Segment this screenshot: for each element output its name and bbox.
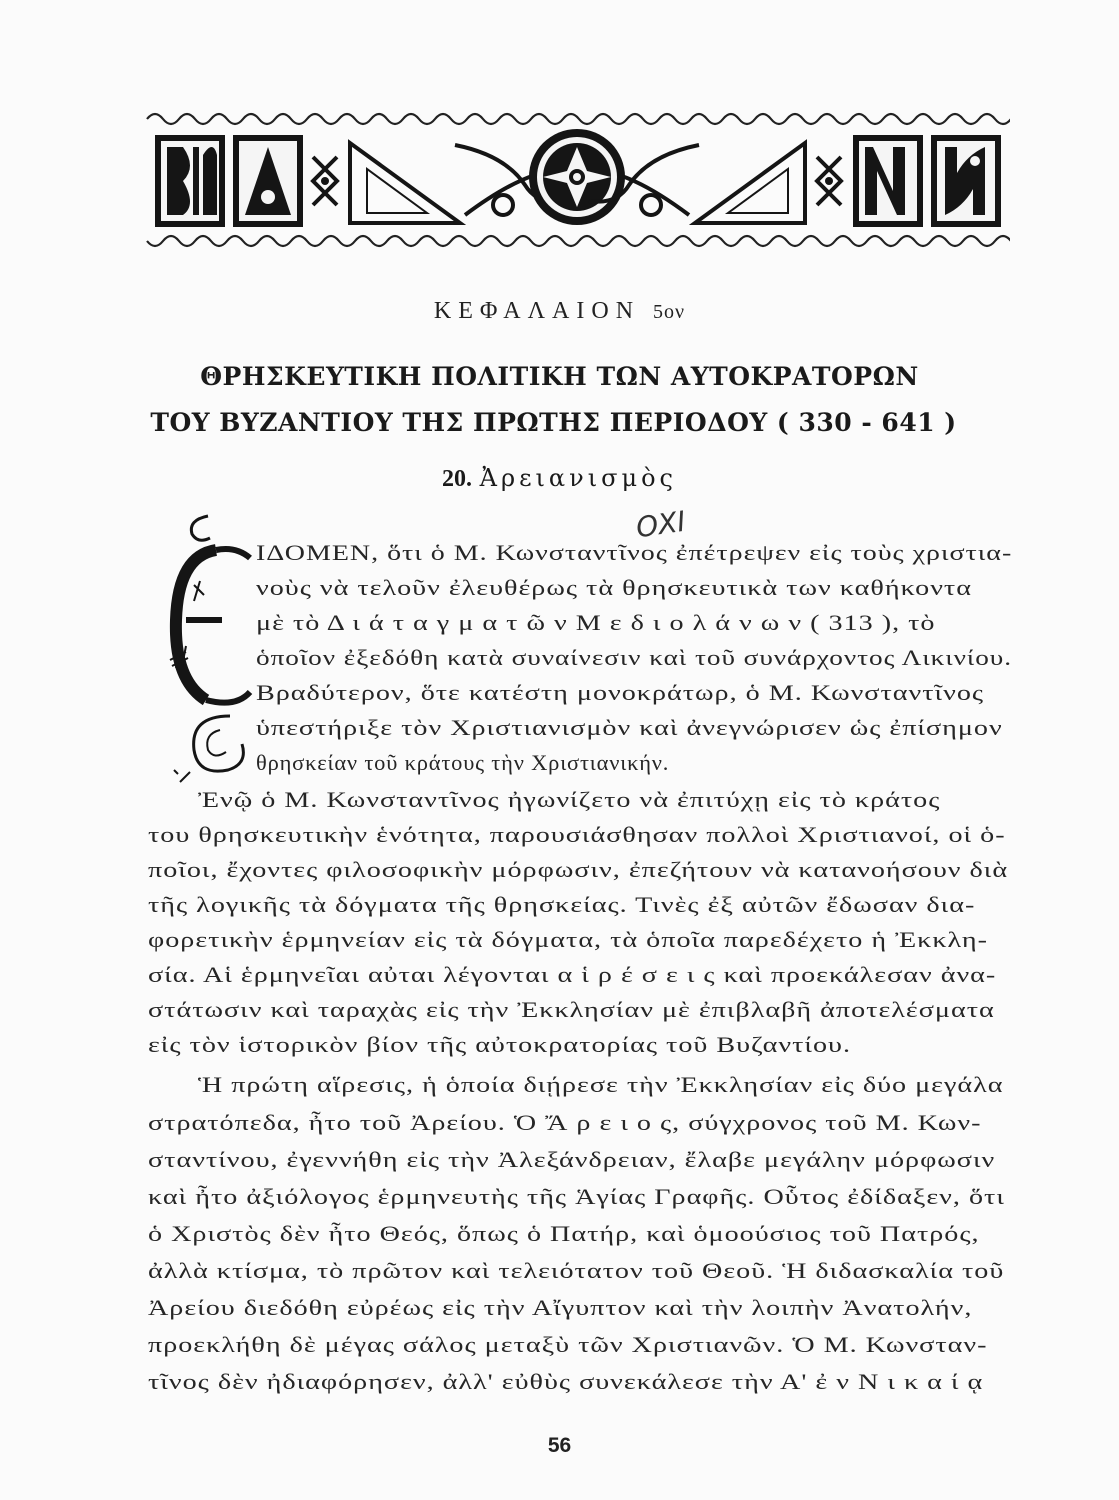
section-number: 20.: [441, 466, 472, 492]
text-line: σία. Αἱ ἑρμηνεῖαι αὐται λέγονται α ἱ ρ έ σ ε ι ς καὶ προεκάλεσαν ἀνα-: [148, 962, 997, 987]
text-line: ἀλλὰ κτίσμα, τὸ πρῶτον καὶ τελειότατον τοῦ Θεοῦ. Ἡ διδασκαλία τοῦ: [148, 1258, 1005, 1283]
text-line: σταντίνου, ἐγεννήθη εἰς τὴν Ἀλεξάνδρειαν, ἔλαβε μεγάλην μόρφωσιν: [148, 1147, 996, 1172]
chapter-number: 5ον: [653, 301, 686, 323]
right-ornament-block: [817, 135, 1001, 227]
central-cross-medallion: [529, 129, 625, 225]
chapter-title-line-1: ΘΡΗΣΚΕΥΤΙΚΗ ΠΟΛΙΤΙΚΗ ΤΩΝ ΑΥΤΟΚΡΑΤΟΡΩΝ: [200, 362, 919, 391]
text-line: καὶ ἦτο ἀξιόλογος ἑρμηνευτὴς τῆς Ἁγίας Γραφῆς. Οὗτος ἐδίδαξεν, ὅτι: [148, 1184, 1005, 1209]
text-line: Ἡ πρώτη αἵρεσις, ἡ ὁποία διῄρεσε τὴν Ἐκκλησίαν εἰς δύο μεγάλα: [198, 1072, 1004, 1097]
ornamental-header-band: [145, 105, 1010, 255]
drop-cap-initial: [160, 510, 260, 790]
text-line: στρατόπεδα, ἦτο τοῦ Ἀρείου. Ὁ Ἄ ρ ε ι ο ς, σύγχρονος τοῦ Μ. Κων-: [148, 1110, 982, 1135]
text-line: νοὺς νὰ τελοῦν ἐλευθέρως τὰ θρησκευτικὰ των καθήκοντα: [256, 575, 972, 600]
page-number: 56: [547, 1434, 572, 1457]
text-line: μὲ τὸ Δ ι ά τ α γ μ α τ ῶ ν Μ ε δ ι ο λ ά ν ω ν ( 313 ), τὸ: [256, 610, 936, 635]
text-line: ποῖοι, ἔχοντες φιλοσοφικὴν μόρφωσιν, ἐπεζήτουν νὰ κατανοήσουν διὰ: [148, 857, 1009, 882]
text-line: εἰς τὸν ἱστορικὸν βίον τῆς αὐτοκρατορίας τοῦ Βυζαντίου.: [148, 1032, 852, 1057]
text-line: τῆς λογικῆς τὰ δόγματα τῆς θρησκείας. Τινὲς ἐξ αὐτῶν ἔδωσαν δια-: [148, 892, 976, 917]
text-line: φορετικὴν ἑρμηνείαν εἰς τὰ δόγματα, τὰ ὁποῖα παρεδέχετο ἡ Ἐκκλη-: [148, 927, 988, 952]
text-line: ὑπεστήριξε τὸν Χριστιανισμὸν καὶ ἀνεγνώρισεν ὡς ἐπίσημον: [256, 715, 1003, 740]
text-line: Ἀρείου διεδόθη εὐρέως εἰς τὴν Αἴγυπτον καὶ τὴν λοιπὴν Ἀνατολήν,: [148, 1295, 973, 1320]
handwritten-note: ΟΧΙ: [633, 504, 688, 545]
text-line: προεκλήθη δὲ μέγας σάλος μεταξὺ τῶν Χριστιανῶν. Ὁ Μ. Κωνσταν-: [148, 1332, 988, 1357]
section-heading: [0, 464, 1119, 493]
chapter-label: [0, 298, 1119, 325]
left-ornament-block: [155, 135, 337, 227]
top-scroll-border: [147, 114, 1010, 124]
text-line: ὁποῖον ἐξεδόθη κατὰ συναίνεσιν καὶ τοῦ συνάρχοντος Λικινίου.: [256, 645, 1013, 670]
text-line: ΙΔΟΜΕΝ, ὅτι ὁ Μ. Κωνσταντῖνος ἐπέτρεψεν εἰς τοὺς χριστια-: [256, 540, 1013, 565]
text-line: Ἐνῷ ὁ Μ. Κωνσταντῖνος ἠγωνίζετο νὰ ἐπιτύχῃ εἰς τὸ κράτος: [198, 787, 941, 812]
text-line: Βραδύτερον, ὅτε κατέστη μονοκράτωρ, ὁ Μ. Κωνσταντῖνος: [256, 680, 985, 705]
text-line: στάτωσιν καὶ ταραχὰς εἰς τὴν Ἐκκλησίαν μὲ ἐπιβλαβῆ ἀποτελέσματα: [148, 997, 995, 1022]
left-triangle-ornament: [350, 143, 460, 223]
text-line: θρησκείαν τοῦ κράτους τὴν Χριστιανικήν.: [256, 750, 670, 775]
chapter-label-text: ΚΕΦΑΛΑΙΟΝ: [433, 298, 641, 324]
section-title: Ἀρειανισμὸς: [479, 464, 677, 492]
text-line: του θρησκευτικὴν ἑνότητα, παρουσιάσθησαν πολλοὶ Χριστιανοί, οἱ ὁ-: [148, 822, 1006, 847]
right-triangle-ornament: [695, 143, 805, 223]
text-line: ὁ Χριστὸς δὲν ἦτο Θεός, ὅπως ὁ Πατήρ, καὶ ὁμοούσιος τοῦ Πατρός,: [148, 1221, 980, 1246]
text-line: τῖνος δὲν ἠδιαφόρησεν, ἀλλ' εὐθὺς συνεκάλεσε τὴν Α' ἐ ν Ν ι κ α ί ᾳ: [148, 1369, 984, 1394]
chapter-title-line-2: ΤΟΥ ΒΥΖΑΝΤΙΟΥ ΤΗΣ ΠΡΩΤΗΣ ΠΕΡΙΟΔΟΥ ( 330 - 641 ): [150, 408, 957, 437]
bottom-scroll-border: [147, 236, 1010, 246]
